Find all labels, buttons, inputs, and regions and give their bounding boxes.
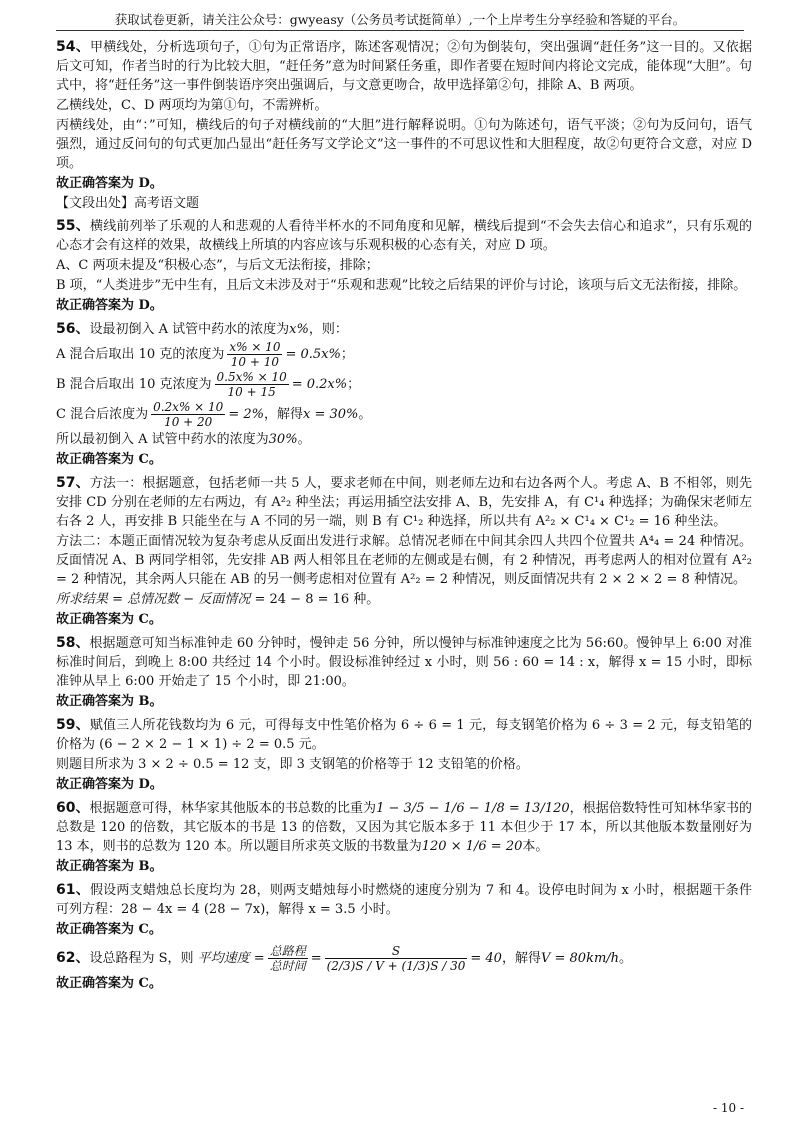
q57-answer: 故正确答案为 C。 [56, 612, 162, 627]
q56-a-fraction [227, 340, 282, 369]
q56-b-result: = 0.2x% [291, 377, 348, 392]
q56-answer: 故正确答案为 C。 [56, 452, 162, 467]
question-61 [56, 881, 752, 939]
q60-expression: 1 − 3/5 − 1/6 − 1/8 = 13/120 [376, 801, 570, 816]
q55-para1 [56, 217, 752, 255]
q54-text1: 甲横线处，分析选项句子，①句为正常语序，陈述客观情况；②句为倒装句，突出强调“赶任务”这一目的。又依据后文可知，作者当时的行为比较大胆，“赶任务”意为时间紧任务重，即作者要在短时间内将论文完成，能体现“大胆”。句式中，将“赶任务”这一事件倒装语序突出强调后，与文意更吻合，故甲选择第②句，排除 A、B 两项。 [56, 40, 752, 93]
q58-text1: 根据题意可知当标准钟走 60 分钟时，慢钟走 56 分钟，所以慢钟与标准钟速度之比为 56:60。慢钟早上 6:00 对准标准时间后，到晚上 8:00 共经过 14 个小时。假设标准钟经过 x 小时，则 56 : 60 = 14 : x，解得 x = 15 小时，即标准钟从早上 6:00 开始走了 15 个小时，即 21:00。 [56, 636, 753, 689]
q58-number: 58、 [56, 635, 90, 651]
q54-source: 【文段出处】高考语文题 [56, 196, 200, 211]
q60-para1 [56, 799, 752, 856]
q56-line-b: B 混合后取出 10 克浓度为 $\frac{0.5x\% \times 10}{10 + 15}$ = 0.2x%； [56, 370, 361, 399]
q56-b-numerator: 0.5x% × 10 [216, 370, 287, 384]
q56-b-label: B 混合后取出 10 克浓度为 [56, 377, 212, 392]
q56-c-fraction [151, 400, 225, 429]
q57-para1 [56, 474, 752, 531]
q62-text1b: ，解得 [501, 951, 541, 966]
q55-para2: A、C 两项未提及“积极心态”，与后文无法衔接，排除； [56, 258, 379, 273]
q56-conclusion: 所以最初倒入 A 试管中药水的浓度为30%。 [56, 432, 311, 447]
q56-conclusion-text: 所以最初倒入 A 试管中药水的浓度为 [56, 432, 269, 447]
q56-a-denominator: 10 + 10 [230, 355, 279, 369]
q59-para1 [56, 716, 752, 754]
q62-text1a: 设总路程为 S，则 [89, 951, 194, 966]
q60-text1b: ，根据倍数特性可知林华家书的总数是 120 的倍数，其它版本的书是 13 的倍数，又因为其它版本多于 11 本但少于 17 本，所以其他版本数量刚好为 13 本，则书的总数为 120 本。所以题目所求英文版的书数量为 [56, 801, 752, 854]
content [56, 38, 752, 998]
q56-text1: 设最初倒入 A 试管中药水的浓度为 [89, 322, 290, 337]
q62-number: 62、 [56, 950, 90, 966]
q60-text1a: 根据题意可得，林华家其他版本的书总数的比重为 [89, 801, 377, 816]
q54-para3: 丙横线处，由“：”可知，横线后的句子对横线前的“大胆”进行解释说明。①句为陈述句，语气平淡；②句为反问句，语气强烈，通过反问句的句式更加凸显出“赶任务写文学论文”这一事件的不可思议性和大胆程度，故②句更符合文意，对应 D 项。 [56, 118, 752, 171]
q59-number: 59、 [56, 717, 90, 733]
q56-line-a: A 混合后取出 10 克的浓度为 $\frac{x\% \times 10}{10 + 10}$ = 0.5x%； [56, 340, 354, 369]
q61-answer: 故正确答案为 C。 [56, 922, 162, 937]
q62-frac1-numerator: 总路程 [269, 944, 306, 958]
q60-number: 60、 [56, 800, 90, 816]
q56-c-solution: x = 30% [302, 407, 359, 422]
q59-para2: 则题目所求为 3 × 2 ÷ 0.5 = 12 支，即 3 支钢笔的价格等于 12 支铅笔的价格。 [56, 757, 529, 772]
q57-script-text: 所求结果 = 总情况数 − 反面情况 [56, 592, 251, 607]
q56-a-label: A 混合后取出 10 克的浓度为 [56, 347, 225, 362]
q56-a-numerator: x% × 10 [229, 340, 281, 354]
q56-c-post: ，解得 [263, 407, 303, 422]
q56-c-label: C 混合后浓度为 [56, 407, 149, 422]
question-59 [56, 716, 752, 794]
q55-answer: 故正确答案为 D。 [56, 298, 163, 313]
q56-c-denominator: 10 + 20 [164, 415, 213, 429]
q56-line-c: C 混合后浓度为 $\frac{0.2x\% \times 10}{10 + 20}$ = 2%，解得x = 30%。 [56, 400, 372, 429]
q60-text1c: 本。 [522, 839, 549, 854]
q61-text1: 假设两支蜡烛总长度均为 28，则两支蜡烛每小时燃烧的速度分别为 7 和 4。设停电时间为 x 小时，根据题干条件可列方程：28 − 4x = 4 (28 − 7x)，解得 x = 3.5 小时。 [56, 883, 753, 917]
q62-fraction2 [325, 944, 468, 973]
q56-c-numerator: 0.2x% × 10 [153, 400, 224, 414]
page-header: 获取试卷更新，请关注公众号：gwyeasy（公务员考试挺简单）,一个上岸考生分享经验和答疑的平台。 [56, 10, 744, 31]
q62-answer: 故正确答案为 C。 [56, 976, 162, 991]
q56-text1b: ，则： [308, 322, 348, 337]
q54-para1 [56, 38, 752, 95]
q56-conclusion-value: 30% [268, 432, 298, 447]
q56-b-denominator: 10 + 15 [227, 385, 276, 399]
q60-expression2: 120 × 1/6 = 20 [421, 839, 523, 854]
q62-text1c: 。 [619, 951, 633, 966]
q59-answer: 故正确答案为 D。 [56, 777, 163, 792]
q62-avg-speed: 平均速度 = [197, 951, 265, 966]
question-60 [56, 799, 752, 876]
q56-number: 56、 [56, 321, 90, 337]
q62-frac2-numerator: S [325, 944, 468, 959]
question-54 [56, 38, 752, 213]
q59-text1: 赋值三人所花钱数均为 6 元，可得每支中性笔价格为 6 ÷ 6 = 1 元，每支钢笔价格为 6 ÷ 3 = 2 元，每支铅笔的价格为 (6 − 2 × 2 − 1 × 1) ÷ 2 = 0.5 元。 [56, 718, 753, 752]
q55-para3: B 项，“人类进步”无中生有，且后文未涉及对于“乐观和悲观”比较之后结果的评价与讨论，该项与后文无法衔接，排除。 [56, 278, 747, 293]
q54-para2: 乙横线处，C、D 两项均为第①句，不需辨析。 [56, 98, 328, 113]
q56-variable: x% [289, 322, 309, 337]
q62-solution: V = 80km/h [540, 951, 620, 966]
q62-fraction1 [268, 944, 308, 973]
q62-frac1-denominator: 总时间 [269, 959, 306, 973]
page-number: - 10 - [712, 1101, 744, 1115]
q62-frac2-denominator: (2/3)S / V + (1/3)S / 30 [326, 959, 466, 973]
q58-para1 [56, 634, 752, 691]
q56-b-fraction [215, 370, 289, 399]
question-62 [56, 944, 752, 993]
q60-answer: 故正确答案为 B。 [56, 859, 163, 874]
q57-number: 57、 [56, 475, 90, 491]
q56-para1 [56, 320, 752, 339]
q62-para1: 62、设总路程为 S，则 平均速度 = $\frac{\text{总路程}}{\text{总时间}}$ = $\frac{S}{(2/3)S / V + (1/3)S / 30}$ = 40，解得V = 80km/h。 [56, 944, 633, 973]
q61-number: 61、 [56, 882, 90, 898]
q58-answer: 故正确答案为 B。 [56, 694, 163, 709]
question-55 [56, 217, 752, 315]
q57-text1: 方法一：根据题意，包括老师一共 5 人，要求老师在中间，则老师左边和右边各两个人。考虑 A、B 不相邻，则先安排 CD 分别在老师的左右两边，有 A²₂ 种坐法；再运用插空法安排 A、B，先安排 A，有 C¹₄ 种选择；为确保宋老师左右各 2 人，再安排 B 只能坐在与 A 不同的另一端，则 B 有 C¹₂ 种选择，所以共有 A²₂ × C¹₄ × C¹₂ = 16 种坐法。 [56, 476, 752, 529]
q61-para1 [56, 881, 752, 919]
q55-text1: 横线前列举了乐观的人和悲观的人看待半杯水的不同角度和见解，横线后提到“不会失去信心和追求”，只有乐观的心态才会有这样的效果，故横线上所填的内容应该与乐观积极的心态有关，对应 D 项。 [56, 219, 752, 253]
question-58 [56, 634, 752, 711]
q56-c-result: = 2% [228, 407, 264, 422]
q57-para2: 方法二：本题正面情况较为复杂考虑从反面出发进行求解。总情况老师在中间其余四人共四个位置共 A⁴₄ = 24 种情况。反面情况 A、B 两同学相邻，先安排 AB 两人相邻且在老师的左侧或是右侧，有 2 种情况，再考虑两人的相对位置有 A²₂ = 2 种情况，其余两人只能在 AB 的另一侧考虑相对位置有 A²₂ = 2 种情况，则反面情况共有 2 × 2 × 2 = 8 种情况。 [56, 534, 752, 587]
q62-equals: = 40 [470, 951, 502, 966]
q56-a-result: = 0.5x% [285, 347, 341, 362]
q57-tail: = 24 − 8 = 16 种。 [254, 592, 380, 607]
question-56 [56, 320, 752, 469]
q55-number: 55、 [56, 218, 90, 234]
question-57 [56, 474, 752, 629]
q54-answer: 故正确答案为 D。 [56, 176, 163, 191]
q54-number: 54、 [56, 39, 90, 55]
q57-para3 [56, 590, 752, 609]
